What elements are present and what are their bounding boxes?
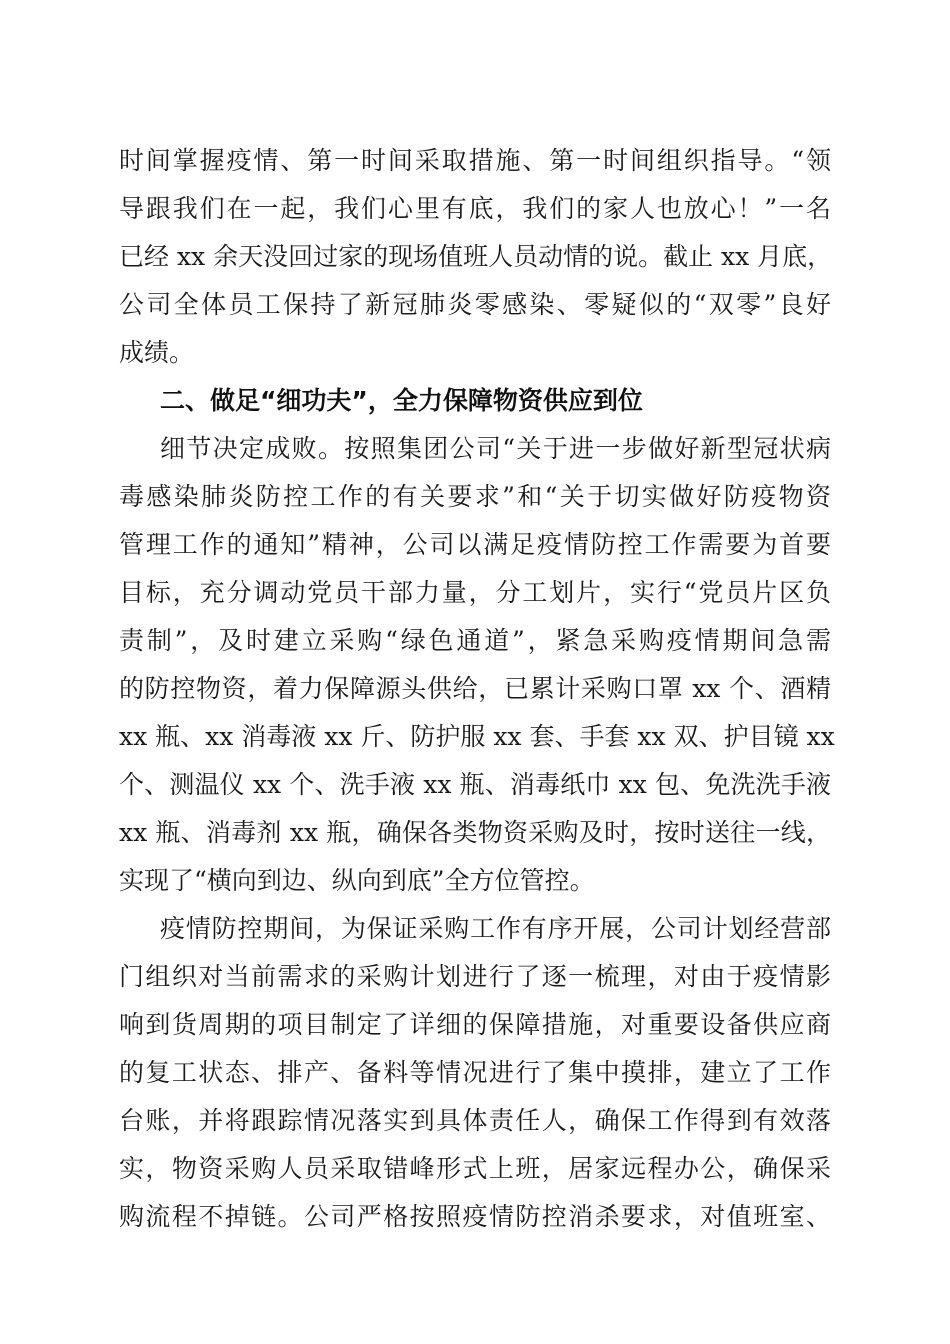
text-line: 疫情防控期间，为保证采购工作有序开展，公司计划经营部 [160,914,831,943]
text-line: 公司全体员工保持了新冠肺炎零感染、零疑似的“双零”良好 [119,290,831,319]
text-line: 门组织对当前需求的采购计划进行了逐一梳理，对由于疫情影 [119,962,831,991]
text-line: 目标，充分调动党员干部力量，分工划片，实行“党员片区负 [119,578,831,607]
text-line: 实现了“横向到边、纵向到底”全方位管控。 [119,866,595,895]
text-line: 个、测温仪 xx 个、洗手液 xx 瓶、消毒纸巾 xx 包、免洗洗手液 [119,770,831,799]
text-line: xx 瓶、消毒剂 xx 瓶，确保各类物资采购及时，按时送往一线， [119,818,831,847]
text-line: 台账，并将跟踪情况落实到具体责任人，确保工作得到有效落 [119,1106,831,1135]
text-line: 管理工作的通知”精神，公司以满足疫情防控工作需要为首要 [119,530,831,559]
text-line: 导跟我们在一起，我们心里有底，我们的家人也放心！”一名 [119,194,831,223]
section-heading: 二、做足“细功夫”，全力保障物资供应到位 [160,386,643,415]
text-line: 的防控物资，着力保障源头供给，已累计采购口罩 xx 个、酒精 [119,674,831,703]
text-line: xx 瓶、xx 消毒液 xx 斤、防护服 xx 套、手套 xx 双、护目镜 xx [119,722,835,751]
text-line: 响到货周期的项目制定了详细的保障措施，对重要设备供应商 [119,1010,831,1039]
text-line: 购流程不掉链。公司严格按照疫情防控消杀要求，对值班室、 [119,1202,831,1231]
text-line: 已经 xx 余天没回过家的现场值班人员动情的说。截止 xx 月底， [119,242,833,271]
text-line: 责制”，及时建立采购“绿色通道”，紧急采购疫情期间急需 [119,626,831,655]
text-line: 的复工状态、排产、备料等情况进行了集中摸排，建立了工作 [119,1058,831,1087]
text-line: 成绩。 [119,338,195,367]
text-line: 实，物资采购人员采取错峰形式上班，居家远程办公，确保采 [119,1154,831,1183]
text-line: 时间掌握疫情、第一时间采取措施、第一时间组织指导。“领 [119,146,831,175]
text-line: 细节决定成败。按照集团公司“关于进一步做好新型冠状病 [160,434,831,463]
text-line: 毒感染肺炎防控工作的有关要求”和“关于切实做好防疫物资 [119,482,831,511]
